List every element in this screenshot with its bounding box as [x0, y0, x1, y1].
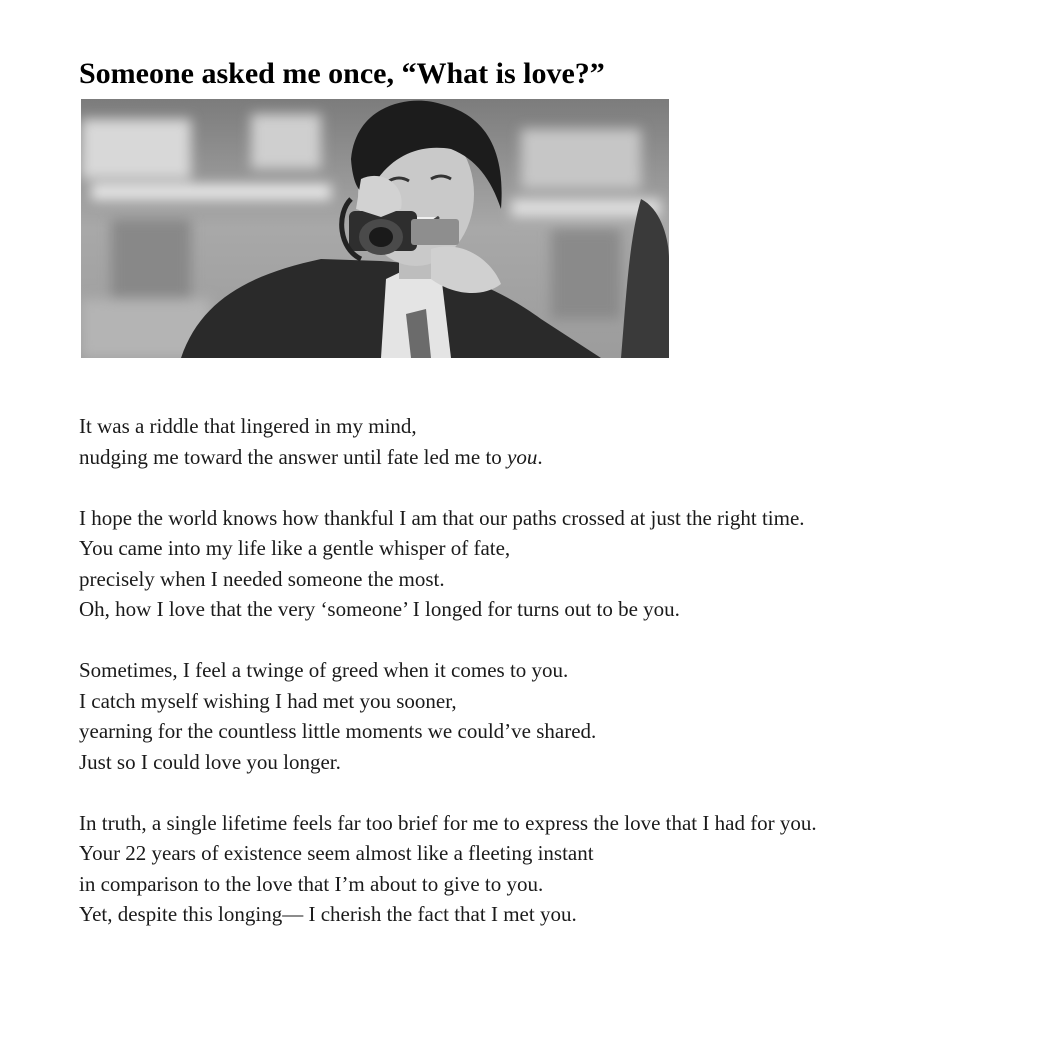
poem-line: Your 22 years of existence seem almost like a fleeting instant: [79, 841, 594, 865]
poem-line: Just so I could love you longer.: [79, 749, 341, 774]
poem-line: precisely when I needed someone the most.: [79, 566, 445, 591]
poem-line-punctuation: .: [537, 444, 543, 469]
stanza-2: [79, 503, 817, 625]
poem-line: Oh, how I love that the very ‘someone’ I longed for turns out to be you.: [79, 597, 680, 621]
poem-line: In truth, a single lifetime feels far too brief for me to express the love that I had for you.: [79, 810, 817, 835]
photo-person-with-camcorder: [81, 99, 669, 358]
page-title: Someone asked me once, “What is love?”: [79, 57, 605, 90]
emphasis-you: you: [507, 444, 538, 469]
poem-line: yearning for the countless little moments we could’ve shared.: [79, 719, 597, 743]
poem-line: Sometimes, I feel a twinge of greed when it comes to you.: [79, 658, 569, 682]
poem-line: in comparison to the love that I’m about to give to you.: [79, 871, 544, 896]
poem-line: I hope the world knows how thankful I am that our paths crossed at just the right time.: [79, 505, 805, 530]
poem-line-text: nudging me toward the answer until fate led me to: [79, 444, 508, 469]
poem-line: [79, 442, 817, 473]
poem-body: [79, 411, 817, 960]
poem-line: Yet, despite this longing— I cherish the fact that I met you.: [79, 902, 577, 926]
poem-line: I catch myself wishing I had met you sooner,: [79, 688, 457, 713]
stanza-4: [79, 808, 817, 930]
poem-line: It was a riddle that lingered in my mind,: [79, 414, 417, 438]
stanza-3: [79, 655, 817, 777]
poem-line: You came into my life like a gentle whisper of fate,: [79, 536, 511, 560]
stanza-1: [79, 411, 817, 472]
